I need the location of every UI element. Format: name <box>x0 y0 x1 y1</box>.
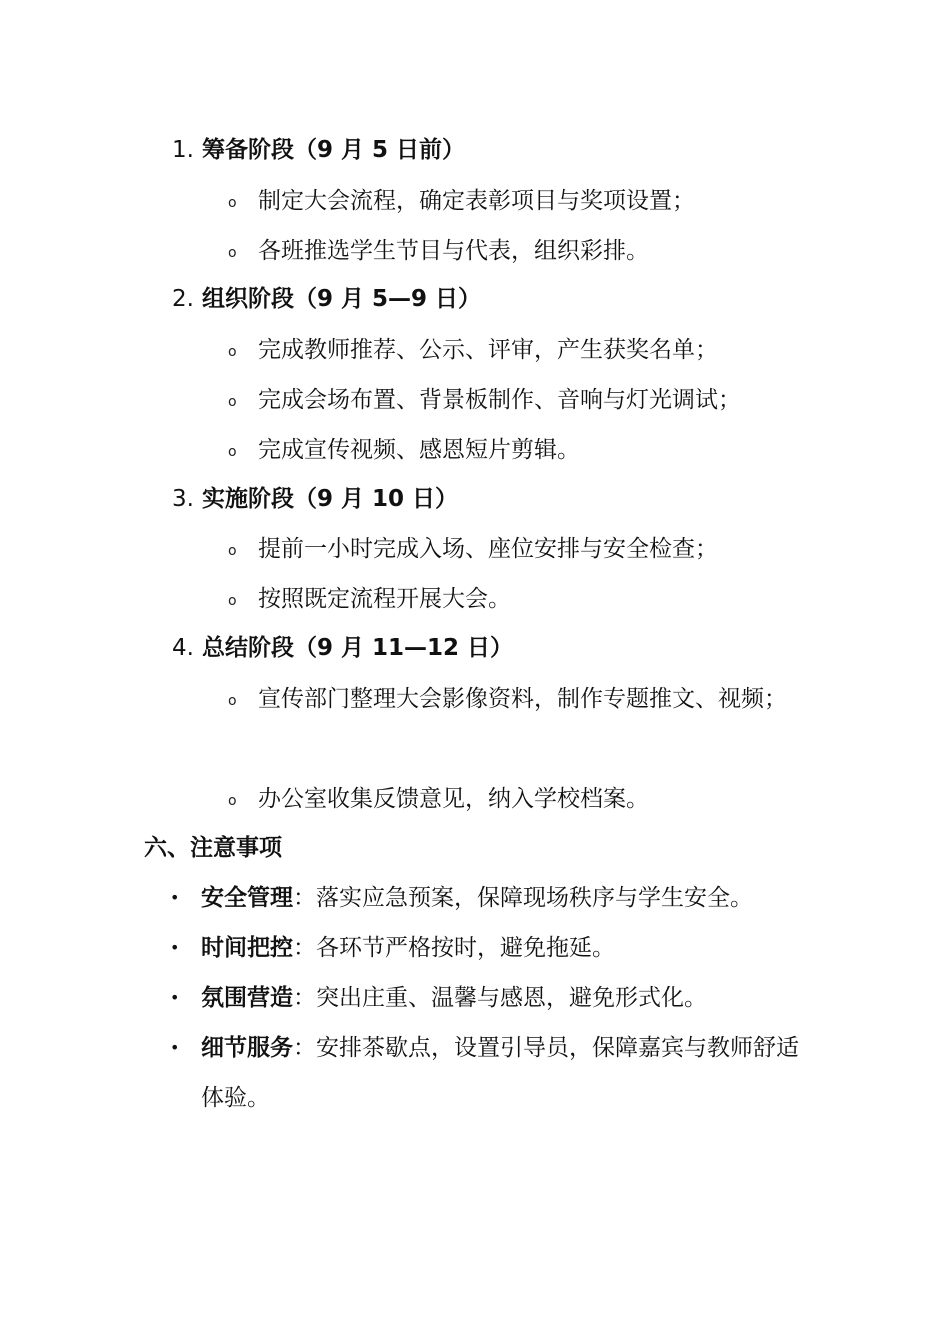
stage-title: 组织阶段（9 月 5—9 日） <box>202 286 482 312</box>
stage-2-item-2 <box>228 375 818 425</box>
bullet-marker: • <box>170 938 180 957</box>
note-description: ：突出庄重、温馨与感恩，避免形式化。 <box>293 985 707 1011</box>
stage-3-heading <box>172 475 812 523</box>
stage-title: 实施阶段（9 月 10 日） <box>202 486 459 512</box>
stage-4-item-1 <box>228 674 818 724</box>
sub-bullet-marker: o <box>228 195 237 211</box>
stage-number: 4. <box>172 635 194 661</box>
bullet-marker: • <box>170 1038 180 1057</box>
note-description: ：各环节严格按时，避免拖延。 <box>293 935 615 961</box>
stage-1-heading <box>172 126 812 174</box>
sub-bullet-marker: o <box>228 593 237 609</box>
note-description: ：安排茶歇点，设置引导员，保障嘉宾与教师舒适体验。 <box>201 1035 799 1111</box>
stage-4-item-2 <box>228 774 818 824</box>
note-description: ：落实应急预案，保障现场秩序与学生安全。 <box>293 885 753 911</box>
note-term: 氛围营造 <box>201 985 293 1011</box>
note-item-service <box>170 1023 815 1123</box>
bullet-marker: • <box>170 988 180 1007</box>
note-item-time <box>170 923 815 973</box>
stage-title: 总结阶段（9 月 11—12 日） <box>202 635 514 661</box>
stage-1-item-1 <box>228 176 818 226</box>
list-item-text: 完成会场布置、背景板制作、音响与灯光调试； <box>258 387 741 413</box>
stage-1-item-2 <box>228 226 818 276</box>
list-item-text: 提前一小时完成入场、座位安排与安全检查； <box>258 536 718 562</box>
stage-2-item-1 <box>228 325 818 375</box>
sub-bullet-marker: o <box>228 693 237 709</box>
sub-bullet-marker: o <box>228 793 237 809</box>
stage-2-item-3 <box>228 425 818 475</box>
list-item-text: 完成教师推荐、公示、评审，产生获奖名单； <box>258 337 718 363</box>
stage-number: 1. <box>172 137 194 163</box>
note-term: 安全管理 <box>201 885 293 911</box>
stage-3-item-2 <box>228 574 818 624</box>
sub-bullet-marker: o <box>228 394 237 410</box>
list-item-text: 各班推选学生节目与代表，组织彩排。 <box>258 238 649 264</box>
sub-bullet-marker: o <box>228 344 237 360</box>
note-term: 时间把控 <box>201 935 293 961</box>
list-item-text: 完成宣传视频、感恩短片剪辑。 <box>258 437 580 463</box>
stage-2-heading <box>172 275 812 323</box>
stage-4-heading <box>172 624 812 672</box>
list-item-text: 宣传部门整理大会影像资料，制作专题推文、视频； <box>258 686 787 712</box>
list-item-text: 按照既定流程开展大会。 <box>258 586 511 612</box>
note-term: 细节服务 <box>201 1035 293 1061</box>
sub-bullet-marker: o <box>228 245 237 261</box>
list-item-text: 办公室收集反馈意见，纳入学校档案。 <box>258 786 649 812</box>
stage-number: 3. <box>172 486 194 512</box>
section-heading: 六、注意事项 <box>144 835 282 861</box>
stage-3-item-1 <box>228 524 818 574</box>
list-item-text: 制定大会流程，确定表彰项目与奖项设置； <box>258 188 695 214</box>
stage-number: 2. <box>172 286 194 312</box>
note-item-atmosphere <box>170 973 815 1023</box>
sub-bullet-marker: o <box>228 543 237 559</box>
note-item-safety <box>170 873 815 923</box>
sub-bullet-marker: o <box>228 444 237 460</box>
stage-title: 筹备阶段（9 月 5 日前） <box>202 137 466 163</box>
bullet-marker: • <box>170 888 180 907</box>
